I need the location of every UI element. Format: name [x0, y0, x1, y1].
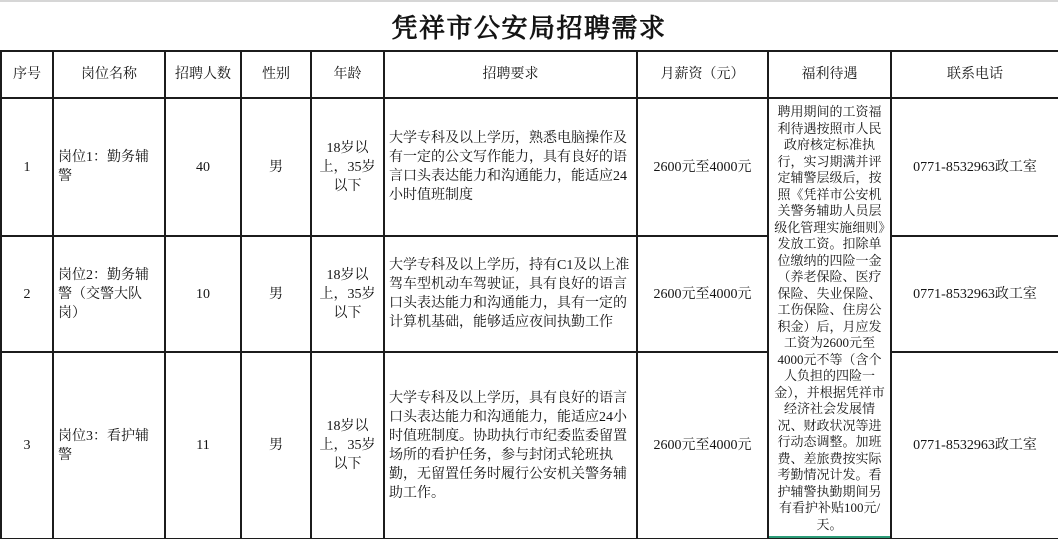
cell-seq: 1 [1, 98, 53, 236]
cell-seq: 3 [1, 352, 53, 539]
page-title: 凭祥市公安局招聘需求 [391, 13, 667, 43]
header-cell-requirements: 招聘要求 [384, 51, 637, 98]
table-row [1, 352, 1058, 539]
cell-phone: 0771-8532963政工室 [891, 98, 1058, 236]
cell-gender: 男 [241, 352, 311, 539]
header-cell-count: 招聘人数 [165, 51, 241, 98]
header-cell-benefits: 福利待遇 [768, 51, 891, 98]
benefits-text: 聘用期间的工资福利待遇按照市人民政府核定标准执行，实习期满并评定辅警层级后，按照《凭祥市公安机关警务辅助人员层级化管理实施细则》发放工资。扣除单位缴纳的四险一金（养老保险、医疗保险、失业保险、工伤保险、住房公积金）后，月应发工资为2600元至4000元不等（含个人负担的四险一金），并根据凭祥市经济社会发展情况、财政状况等进行动态调整。加班费、差旅费按实际考勤情况计发。看护辅警执勤期间另有看护补贴100元/天。 [774, 104, 885, 532]
cell-position: 岗位1：勤务辅警 [53, 98, 165, 236]
cell-count: 10 [165, 236, 241, 352]
cell-requirements: 大学专科及以上学历，持有C1及以上准驾车型机动车驾驶证，具有良好的语言口头表达能力和沟通能力，具有一定的计算机基础，能够适应夜间执勤工作 [384, 236, 637, 352]
cell-salary: 2600元至4000元 [637, 98, 768, 236]
cell-position: 岗位2：勤务辅警（交警大队岗） [53, 236, 165, 352]
table-row [1, 98, 1058, 236]
cell-count: 11 [165, 352, 241, 539]
header-cell-phone: 联系电话 [891, 51, 1058, 98]
header-cell-position: 岗位名称 [53, 51, 165, 98]
cell-count: 40 [165, 98, 241, 236]
header-cell-age: 年龄 [311, 51, 384, 98]
cell-phone: 0771-8532963政工室 [891, 352, 1058, 539]
header-cell-seq: 序号 [1, 51, 53, 98]
cell-phone: 0771-8532963政工室 [891, 236, 1058, 352]
cell-salary: 2600元至4000元 [637, 352, 768, 539]
cell-position: 岗位3：看护辅警 [53, 352, 165, 539]
header-cell-gender: 性别 [241, 51, 311, 98]
table-row [1, 236, 1058, 352]
cell-requirements: 大学专科及以上学历，具有良好的语言口头表达能力和沟通能力，能适应24小时值班制度。协助执行市纪委监委留置场所的看护任务，参与封闭式轮班执勤，无留置任务时履行公安机关警务辅助工作。 [384, 352, 637, 539]
recruitment-table [0, 50, 1058, 539]
cell-age: 18岁以上，35岁以下 [311, 352, 384, 539]
cell-salary: 2600元至4000元 [637, 236, 768, 352]
cell-benefits-merged [768, 98, 891, 539]
cell-requirements: 大学专科及以上学历，熟悉电脑操作及有一定的公文写作能力，具有良好的语言口头表达能力和沟通能力，能适应24小时值班制度 [384, 98, 637, 236]
header-cell-salary: 月薪资（元） [637, 51, 768, 98]
cell-age: 18岁以上，35岁以下 [311, 236, 384, 352]
cell-gender: 男 [241, 236, 311, 352]
header-row [1, 51, 1058, 98]
cell-gender: 男 [241, 98, 311, 236]
cell-age: 18岁以上，35岁以下 [311, 98, 384, 236]
cell-seq: 2 [1, 236, 53, 352]
